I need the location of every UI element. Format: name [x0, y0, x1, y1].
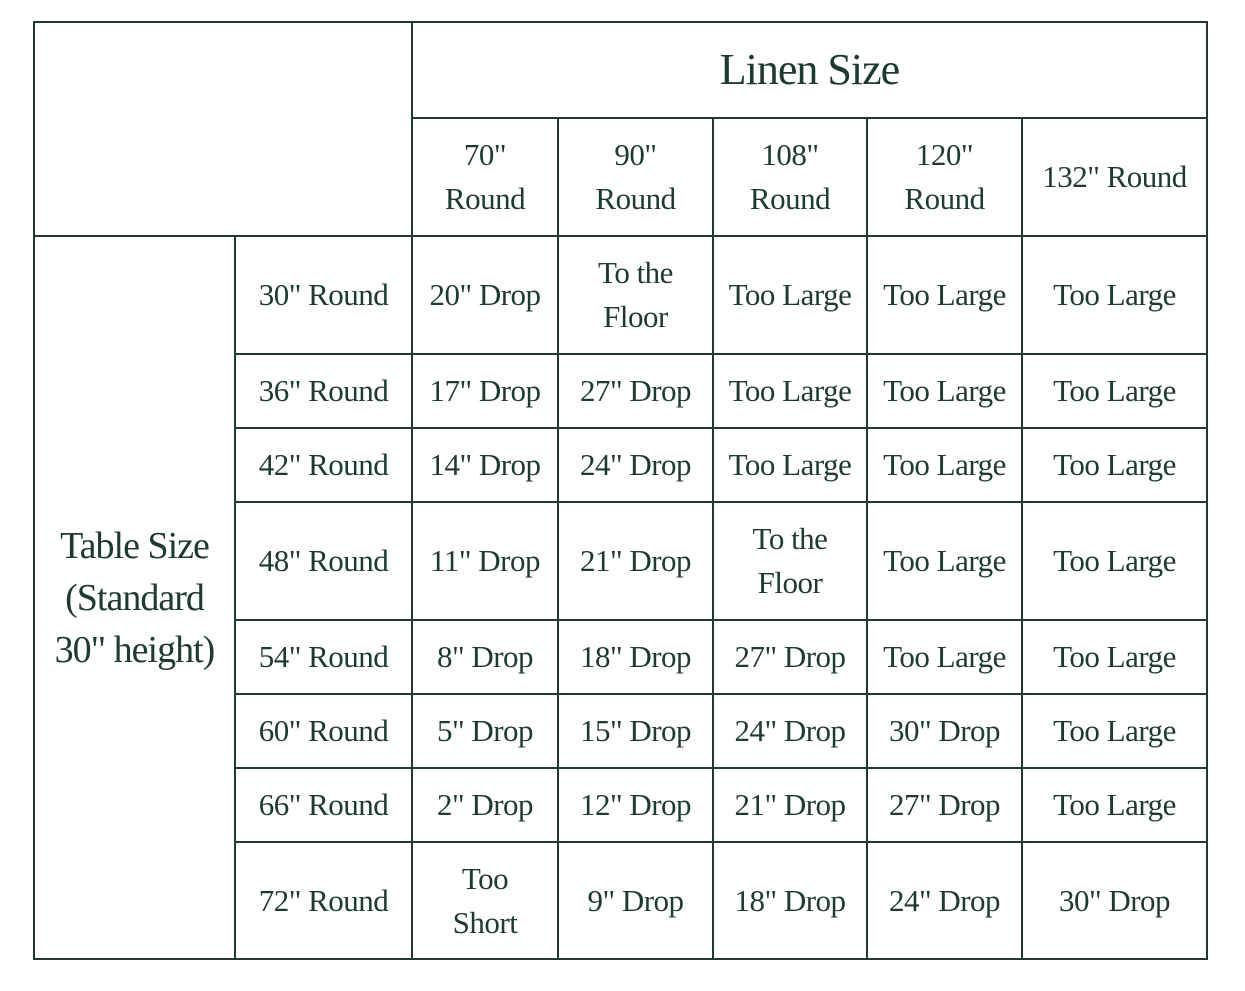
- drop-cell: [412, 428, 558, 502]
- drop-cell: [412, 842, 558, 959]
- cell-text-line: Too Large: [883, 447, 1006, 482]
- drop-cell: [412, 354, 558, 428]
- drop-cell: [713, 354, 867, 428]
- cell-text-line: Too Large: [1053, 447, 1176, 482]
- cell-text-line: Too Large: [728, 373, 852, 408]
- cell-text-line: 15" Drop: [579, 713, 692, 748]
- cell-text-line: 30" Drop: [1058, 882, 1171, 918]
- cell-text-line: 21" Drop: [734, 787, 846, 822]
- cell-text-line: 18" Drop: [734, 882, 846, 918]
- cell-text-line: 30" Drop: [888, 713, 1001, 748]
- table-size-row-header: 42" Round: [235, 428, 412, 502]
- drop-cell: [1022, 694, 1207, 768]
- cell-text-line: 20" Drop: [429, 277, 541, 312]
- cell-text-line: 30" height): [54, 628, 215, 671]
- table-size-row-header: 66" Round: [235, 768, 412, 842]
- drop-cell: [713, 428, 867, 502]
- cell-text-line: 9" Drop: [587, 882, 684, 918]
- cell-text-line: 90": [614, 137, 657, 172]
- cell-text-line: Round: [444, 181, 526, 216]
- cell-text-line: 2" Drop: [436, 787, 534, 822]
- cell-text-line: 12" Drop: [579, 787, 692, 822]
- cell-text-line: Too Large: [1053, 639, 1176, 674]
- cell-text-line: Floor: [757, 565, 823, 600]
- drop-cell: [412, 768, 558, 842]
- drop-cell: [558, 694, 713, 768]
- drop-cell: [558, 842, 713, 959]
- cell-text-line: 27" Drop: [888, 787, 1001, 822]
- drop-cell: [1022, 428, 1207, 502]
- cell-text-line: Too Large: [728, 277, 852, 312]
- drop-cell: [558, 502, 713, 620]
- cell-text-line: Too Large: [1053, 373, 1176, 408]
- cell-text-line: Too Large: [1053, 543, 1176, 578]
- cell-text-line: To the: [752, 521, 828, 556]
- linen-size-column-header: [558, 118, 713, 236]
- cell-text-line: 132" Round: [1042, 159, 1187, 194]
- cell-text-line: Too Large: [1053, 277, 1176, 312]
- empty-corner-cell: [34, 22, 412, 236]
- cell-text-line: 17" Drop: [429, 373, 541, 408]
- drop-cell: [867, 694, 1022, 768]
- cell-text-line: Too Large: [883, 639, 1006, 674]
- drop-cell: [558, 354, 713, 428]
- cell-text-line: 108": [761, 137, 819, 172]
- table-size-row-header: 60" Round: [235, 694, 412, 768]
- cell-text-line: 8" Drop: [436, 639, 534, 674]
- drop-cell: [713, 502, 867, 620]
- cell-text-line: 27" Drop: [734, 639, 846, 674]
- linen-size-chart: [33, 21, 1208, 960]
- table-size-row-header: 54" Round: [235, 620, 412, 694]
- drop-cell: [1022, 354, 1207, 428]
- cell-text-line: Round: [595, 181, 676, 216]
- cell-text-line: (Standard: [65, 576, 204, 619]
- linen-size-column-header: [412, 118, 558, 236]
- linen-size-column-header: [1022, 118, 1207, 236]
- drop-cell: [1022, 502, 1207, 620]
- cell-text-line: 70": [463, 137, 507, 172]
- cell-text-line: 27" Drop: [579, 373, 692, 408]
- drop-cell: [558, 236, 713, 354]
- table-size-row-header: 72" Round: [235, 842, 412, 959]
- cell-text-line: Too Large: [883, 543, 1006, 578]
- drop-cell: [867, 236, 1022, 354]
- drop-cell: [1022, 620, 1207, 694]
- drop-cell: [867, 842, 1022, 959]
- table-size-label: [34, 236, 235, 959]
- cell-text-line: 11" Drop: [430, 543, 540, 578]
- cell-text-line: Too Large: [728, 447, 852, 482]
- cell-text-line: Too Large: [883, 373, 1006, 408]
- cell-text-line: To the: [598, 255, 673, 290]
- drop-cell: [1022, 768, 1207, 842]
- drop-cell: [412, 694, 558, 768]
- drop-cell: [867, 620, 1022, 694]
- cell-text-line: Round: [904, 181, 985, 216]
- drop-cell: [867, 428, 1022, 502]
- cell-text-line: 24" Drop: [579, 447, 692, 482]
- cell-text-line: 24" Drop: [734, 713, 846, 748]
- table-size-row-header: 30" Round: [235, 236, 412, 354]
- cell-text-line: 24" Drop: [888, 882, 1001, 918]
- drop-cell: [713, 694, 867, 768]
- cell-text-line: 5" Drop: [436, 713, 534, 748]
- drop-cell: [558, 428, 713, 502]
- cell-text-line: 21" Drop: [579, 543, 692, 578]
- drop-cell: [713, 236, 867, 354]
- table-row: [34, 236, 1207, 354]
- linen-size-column-header: [867, 118, 1022, 236]
- drop-cell: [867, 768, 1022, 842]
- cell-text-line: Too Large: [1053, 787, 1176, 822]
- cell-text-line: 18" Drop: [579, 639, 692, 674]
- drop-cell: [412, 236, 558, 354]
- drop-cell: [867, 502, 1022, 620]
- cell-text-line: Floor: [603, 299, 668, 334]
- table-size-row-header: 36" Round: [235, 354, 412, 428]
- drop-cell: [713, 842, 867, 959]
- cell-text-line: Too: [461, 860, 509, 896]
- drop-cell: [713, 768, 867, 842]
- linen-size-header: Linen Size: [412, 22, 1207, 118]
- cell-text-line: Short: [452, 904, 518, 940]
- drop-cell: [558, 768, 713, 842]
- drop-cell: [558, 620, 713, 694]
- cell-text-line: Too Large: [883, 277, 1006, 312]
- drop-cell: [412, 502, 558, 620]
- cell-text-line: Too Large: [1053, 713, 1176, 748]
- drop-cell: [713, 620, 867, 694]
- cell-text-line: 14" Drop: [429, 447, 541, 482]
- drop-cell: [867, 354, 1022, 428]
- drop-cell: [1022, 236, 1207, 354]
- cell-text-line: Round: [749, 181, 831, 216]
- cell-text-line: Table Size: [60, 524, 209, 567]
- linen-size-column-header: [713, 118, 867, 236]
- cell-text-line: 120": [915, 137, 974, 172]
- table-size-row-header: 48" Round: [235, 502, 412, 620]
- drop-cell: [412, 620, 558, 694]
- drop-cell: [1022, 842, 1207, 959]
